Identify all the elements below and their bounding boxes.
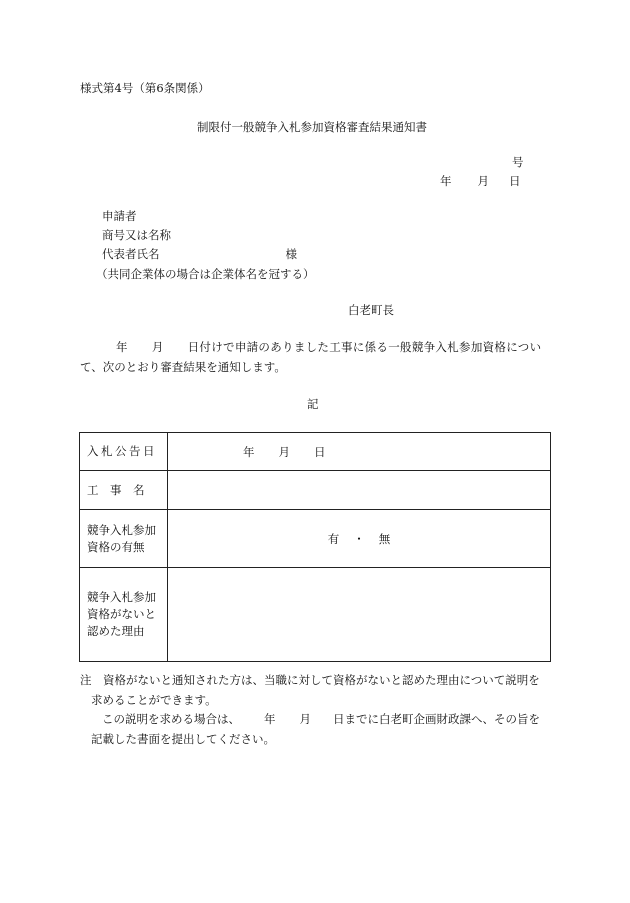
note-line2: 求めることができます。	[91, 693, 217, 707]
body-text-line1	[116, 342, 541, 354]
announcement-date-cell	[168, 433, 551, 471]
body-year-label: 年	[116, 340, 128, 354]
table-row	[80, 471, 551, 510]
table-row	[80, 568, 551, 662]
body-line1-tail: 日付けで申請のありました工事に係る一般競争入札参加資格につい	[187, 340, 542, 354]
issue-number-label: 号	[512, 155, 524, 169]
note-line3-head: この説明を求める場合は、	[102, 712, 240, 726]
note-line1: 注 資格がないと通知された方は、当職に対して資格がないと認めた理由について説明を	[80, 673, 540, 687]
note-line4: 記載した書面を提出してください。	[91, 732, 275, 746]
note-line3-tail: 日までに白老町企画財政課へ、その旨を	[333, 712, 540, 726]
honorific: 様	[285, 247, 297, 262]
table-month-label: 月	[278, 444, 290, 459]
joint-venture-note: （共同企業体の場合は企業体名を冠する）	[96, 266, 315, 281]
issuer-name: 白老町長	[348, 303, 394, 317]
recipient-block	[96, 209, 315, 288]
form-number: 様式第4号（第6条関係）	[80, 81, 210, 95]
eligible-yes: 有	[327, 531, 340, 546]
table-row	[80, 433, 551, 471]
table-day-label: 日	[314, 444, 326, 459]
eligible-no: 無	[378, 531, 391, 546]
separator-dot: ・	[353, 531, 365, 546]
body-month-label: 月	[151, 340, 164, 354]
eligibility-label: 競争入札参加 資格の有無	[80, 510, 168, 568]
eligibility-cell	[168, 510, 551, 568]
ki-heading: 記	[307, 397, 319, 411]
table-row	[80, 510, 551, 568]
body-text-line2: て、次のとおり審査結果を通知します。	[80, 360, 286, 374]
document-title: 制限付一般競争入札参加資格審査結果通知書	[197, 120, 427, 134]
issue-day-label: 日	[509, 174, 521, 188]
construction-name-label: 工 事 名	[80, 471, 168, 510]
note-line3	[102, 714, 540, 726]
result-table	[79, 432, 551, 662]
announcement-date-label: 入札公告日	[80, 433, 168, 471]
table-year-label: 年	[243, 444, 255, 459]
construction-name-cell	[168, 471, 551, 510]
reason-cell	[168, 568, 551, 662]
applicant-label: 申請者	[102, 209, 137, 223]
note-year-label: 年	[264, 712, 276, 726]
issue-month-label: 月	[477, 174, 489, 188]
trade-name-label: 商号又は名称	[102, 228, 171, 243]
reason-label: 競争入札参加 資格がないと 認めた理由	[80, 568, 168, 662]
issue-year-label: 年	[440, 174, 452, 188]
note-month-label: 月	[299, 712, 311, 726]
representative-label: 代表者氏名	[102, 247, 160, 262]
issue-date	[440, 176, 521, 188]
representative-line	[102, 249, 315, 268]
